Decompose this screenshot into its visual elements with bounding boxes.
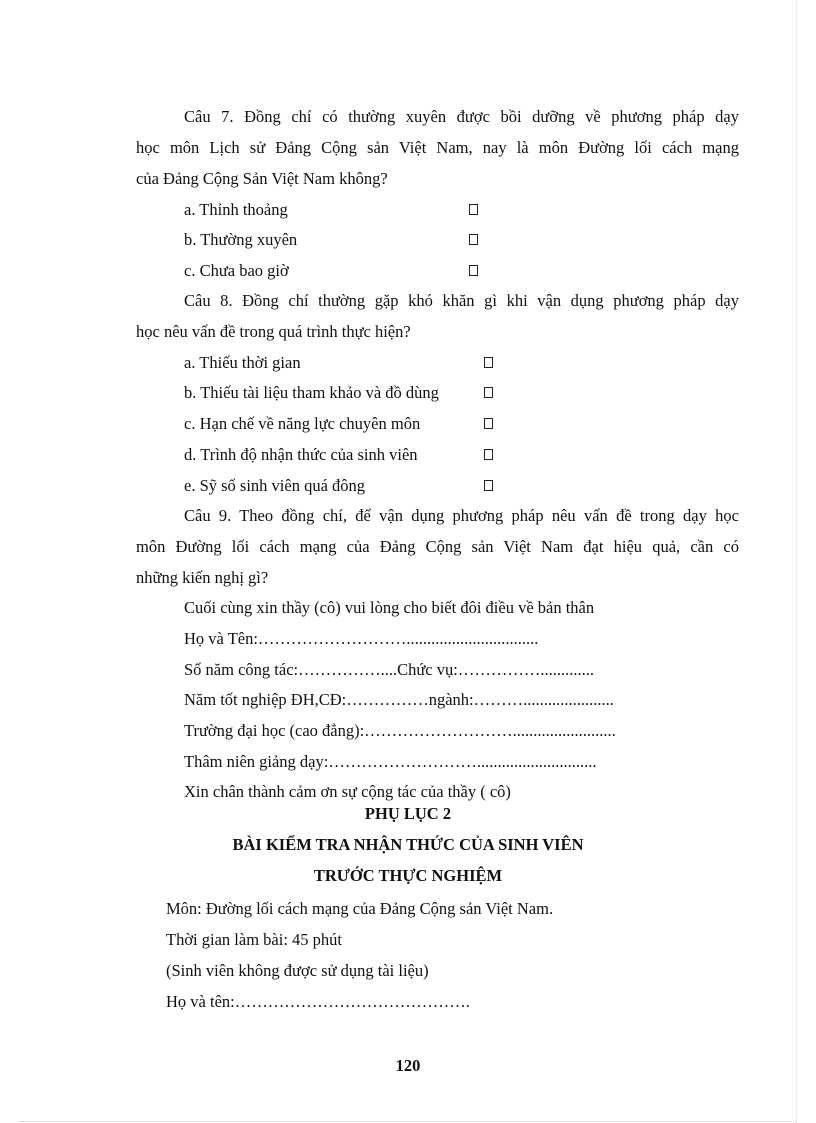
appendix-title-line-2: TRƯỚC THỰC NGHIỆM xyxy=(313,866,503,885)
personal-thanks: Xin chân thành cảm ơn sự cộng tác của thầy ( cô) xyxy=(184,782,511,801)
q9-line-3: những kiến nghị gì? xyxy=(136,568,269,587)
q8-option-e-checkbox[interactable] xyxy=(484,480,493,491)
personal-graduation-field: Năm tốt nghiệp ĐH,CĐ:……………ngành:………...................... xyxy=(184,690,614,709)
personal-years-field: Số năm công tác:……………....Chức vụ:……………............. xyxy=(184,660,594,679)
q8-option-b-checkbox[interactable] xyxy=(484,387,493,398)
q7-line-3: của Đảng Cộng Sản Việt Nam không? xyxy=(136,169,388,188)
page-number: 120 xyxy=(395,1056,421,1075)
appendix-name-field: Họ và tên:……………………………………. xyxy=(166,992,470,1011)
q7-option-c: c. Chưa bao giờ xyxy=(184,261,289,280)
q9-line-1: Câu 9. Theo đồng chí, để vận dụng phương pháp nêu vấn đề trong dạy học xyxy=(184,506,739,525)
appendix-subject: Môn: Đường lối cách mạng của Đảng Cộng sản Việt Nam. xyxy=(166,899,554,918)
personal-name-field: Họ và Tên:………………………................................ xyxy=(184,629,539,648)
q8-option-d-checkbox[interactable] xyxy=(484,449,493,460)
q7-line-2: học môn Lịch sử Đảng Cộng sản Việt Nam, nay là môn Đường lối cách mạng xyxy=(136,138,739,157)
q8-option-a-checkbox[interactable] xyxy=(484,357,493,368)
appendix-label: PHỤ LỤC 2 xyxy=(364,804,452,823)
q7-line-1: Câu 7. Đồng chí có thường xuyên được bồi dưỡng về phương pháp dạy xyxy=(184,107,739,126)
q8-option-d: d. Trình độ nhận thức của sinh viên xyxy=(184,445,418,464)
q7-option-b: b. Thường xuyên xyxy=(184,230,298,249)
q8-line-1: Câu 8. Đồng chí thường gặp khó khăn gì khi vận dụng phương pháp dạy xyxy=(184,291,739,310)
personal-intro: Cuối cùng xin thầy (cô) vui lòng cho biết đôi điều về bản thân xyxy=(184,598,595,617)
personal-seniority-field: Thâm niên giảng dạy:………………………............................. xyxy=(184,752,597,771)
appendix-title-line-1: BÀI KIỂM TRA NHẬN THỨC CỦA SINH VIÊN xyxy=(232,835,584,854)
q7-option-a: a. Thỉnh thoảng xyxy=(184,200,288,219)
page-right-border xyxy=(796,0,797,1123)
q7-option-a-checkbox[interactable] xyxy=(469,204,478,215)
q7-option-b-checkbox[interactable] xyxy=(469,234,478,245)
q7-option-c-checkbox[interactable] xyxy=(469,265,478,276)
q8-option-a: a. Thiếu thời gian xyxy=(184,353,301,372)
q8-option-c-checkbox[interactable] xyxy=(484,418,493,429)
appendix-note: (Sinh viên không được sử dụng tài liệu) xyxy=(166,961,429,980)
q8-option-e: e. Sỹ số sinh viên quá đông xyxy=(184,476,366,495)
q8-line-2: học nêu vấn đề trong quá trình thực hiện? xyxy=(136,322,411,341)
q8-option-c: c. Hạn chế về năng lực chuyên môn xyxy=(184,414,421,433)
appendix-time: Thời gian làm bài: 45 phút xyxy=(166,930,342,949)
personal-school-field: Trường đại học (cao đẳng):………………………......................... xyxy=(184,721,616,740)
page-bottom-border xyxy=(20,1121,796,1122)
q9-line-2: môn Đường lối cách mạng của Đảng Cộng sản Việt Nam đạt hiệu quả, cần có xyxy=(136,537,739,556)
q8-option-b: b. Thiếu tài liệu tham khảo và đồ dùng xyxy=(184,383,439,402)
